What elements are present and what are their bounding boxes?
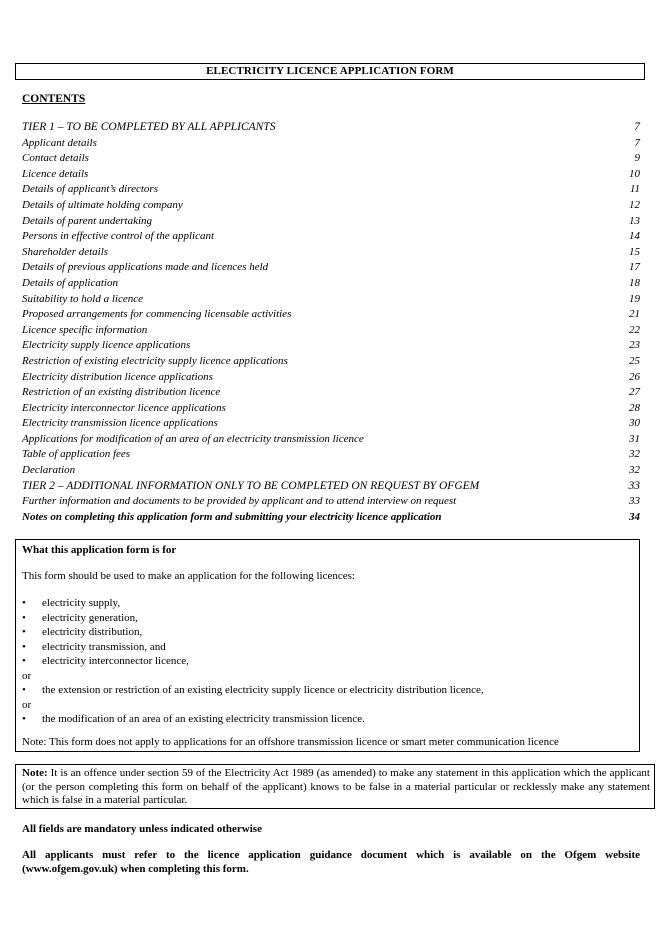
toc-entry-page: 31 [629,432,640,445]
toc-entry[interactable] [22,463,640,479]
licence-type-item [22,654,484,669]
toc-entry-label: Electricity interconnector licence applications [22,401,226,414]
toc-entry-label: Restriction of an existing distribution licence [22,386,221,399]
list-item-text: or [22,698,32,711]
toc-entry-page: 28 [629,401,640,414]
bullet-icon: • [22,640,26,653]
toc-entry-label: Electricity transmission licence applications [22,417,218,430]
toc-entry-label: Details of applicant’s directors [22,183,158,196]
table-of-contents [22,120,640,525]
toc-entry-label: Notes on completing this application form and submitting your electricity licence application [22,510,442,523]
toc-entry[interactable] [22,494,640,510]
toc-entry-page: 25 [629,354,640,367]
toc-entry[interactable] [22,151,640,167]
toc-entry[interactable] [22,370,640,386]
licence-type-item [22,683,484,698]
purpose-note: Note: This form does not apply to applications for an offshore transmission licence or smart meter communication licence [22,736,559,748]
toc-entry-page: 19 [629,292,640,305]
bullet-icon: • [22,597,26,609]
toc-entry-label: Details of application [22,276,118,289]
toc-entry-label: Details of ultimate holding company [22,198,183,211]
purpose-intro: This form should be used to make an application for the following licences: [22,570,355,582]
contents-heading: CONTENTS [22,93,86,105]
form-title: ELECTRICITY LICENCE APPLICATION FORM [15,63,645,80]
bullet-icon: • [22,684,26,696]
toc-entry[interactable] [22,260,640,276]
toc-entry[interactable] [22,136,640,152]
toc-entry-page: 26 [629,370,640,383]
toc-entry[interactable] [22,182,640,198]
toc-entry-label: Further information and documents to be provided by applicant and to attend interview on request [22,495,457,508]
toc-entry-page: 18 [629,276,640,289]
licence-type-item [22,596,484,611]
offence-notice [15,764,655,809]
toc-entry-page: 9 [634,152,640,165]
toc-entry-label: Declaration [22,464,76,477]
toc-entry[interactable] [22,167,640,183]
toc-entry-page: 14 [629,230,640,243]
licence-type-item [22,625,484,640]
toc-entry-label: Licence details [22,167,89,180]
toc-entry[interactable] [22,120,640,136]
licence-type-item [22,611,484,626]
toc-entry-page: 32 [629,464,640,477]
toc-entry-label: Licence specific information [22,323,148,336]
toc-entry-page: 32 [629,448,640,461]
toc-entry[interactable] [22,245,640,261]
toc-entry-page: 34 [629,510,640,523]
toc-entry[interactable] [22,416,640,432]
toc-entry-label: Contact details [22,152,89,165]
toc-entry[interactable] [22,338,640,354]
toc-entry-label: Suitability to hold a licence [22,292,143,305]
toc-entry-page: 33 [629,495,640,508]
list-item-text: the extension or restriction of an existing electricity supply licence or electricity distribution licence, [42,684,484,696]
toc-entry-label: Proposed arrangements for commencing licensable activities [22,308,292,321]
list-item-text: electricity supply, [42,597,121,609]
offence-label: Note: [22,767,48,779]
toc-entry[interactable] [22,198,640,214]
guidance-notice: All applicants must refer to the licence application guidance document which is available on the Ofgem website (www.ofgem.gov.uk) when completing this form. [22,849,640,875]
bullet-icon: • [22,626,26,638]
list-item-text: electricity distribution, [42,626,143,638]
toc-entry-label: Details of parent undertaking [22,214,153,227]
toc-entry-label: TIER 1 – TO BE COMPLETED BY ALL APPLICANTS [22,121,276,133]
list-item-text: electricity transmission, and [42,640,166,653]
list-item-text: electricity generation, [42,611,138,624]
toc-entry-label: Applications for modification of an area of an electricity transmission licence [22,432,364,445]
toc-entry[interactable] [22,354,640,370]
purpose-title: What this application form is for [22,544,177,556]
toc-entry-page: 11 [629,183,640,196]
toc-entry-page: 23 [629,339,640,352]
licence-type-item [22,712,484,727]
toc-entry-page: 13 [629,214,640,227]
purpose-box [15,539,640,752]
toc-entry[interactable] [22,401,640,417]
toc-entry-page: 22 [629,323,640,336]
list-item-text: the modification of an area of an existing electricity transmission licence. [42,713,365,725]
toc-entry[interactable] [22,292,640,308]
toc-entry-page: 15 [629,245,640,258]
or-separator [22,698,484,713]
toc-entry-label: Details of previous applications made and licences held [22,261,269,274]
toc-entry[interactable] [22,479,640,495]
mandatory-fields-notice: All fields are mandatory unless indicated otherwise [22,823,262,835]
bullet-icon: • [22,713,26,725]
list-item-text: or [22,669,32,682]
toc-entry-label: Restriction of existing electricity supply licence applications [22,354,288,367]
bullet-icon: • [22,611,26,624]
toc-entry-page: 21 [629,308,640,321]
toc-entry[interactable] [22,229,640,245]
toc-entry[interactable] [22,432,640,448]
toc-entry-label: Electricity supply licence applications [22,339,191,352]
toc-entry-page: 17 [629,261,640,274]
licence-type-list [22,596,484,727]
toc-entry[interactable] [22,214,640,230]
toc-entry-label: TIER 2 – ADDITIONAL INFORMATION ONLY TO BE COMPLETED ON REQUEST BY OFGEM [22,479,480,492]
toc-entry-page: 7 [634,136,640,149]
toc-entry[interactable] [22,385,640,401]
toc-entry[interactable] [22,447,640,463]
list-item-text: electricity interconnector licence, [42,655,189,667]
licence-type-item [22,640,484,655]
toc-entry-label: Shareholder details [22,245,109,258]
toc-entry-page: 27 [629,386,640,399]
toc-entry[interactable] [22,276,640,292]
toc-entry-page: 12 [629,198,640,211]
toc-entry-page: 7 [634,121,640,133]
offence-text: It is an offence under section 59 of the Electricity Act 1989 (as amended) to make any statement in this application which the applicant (or the person completing this form on behalf of the applicant) knows to be false in a material particular or recklessly make any statement which is false in a material particular. [22,767,650,806]
toc-entry[interactable] [22,510,640,526]
toc-entry-label: Applicant details [22,136,97,149]
toc-entry[interactable] [22,323,640,339]
toc-entry-page: 30 [629,417,640,430]
toc-entry-page: 33 [628,479,640,492]
toc-entry-page: 10 [629,167,640,180]
or-separator [22,669,484,684]
toc-entry[interactable] [22,307,640,323]
toc-entry-label: Table of application fees [22,448,131,461]
toc-entry-label: Persons in effective control of the applicant [22,230,215,243]
bullet-icon: • [22,655,26,667]
toc-entry-label: Electricity distribution licence applications [22,370,213,383]
